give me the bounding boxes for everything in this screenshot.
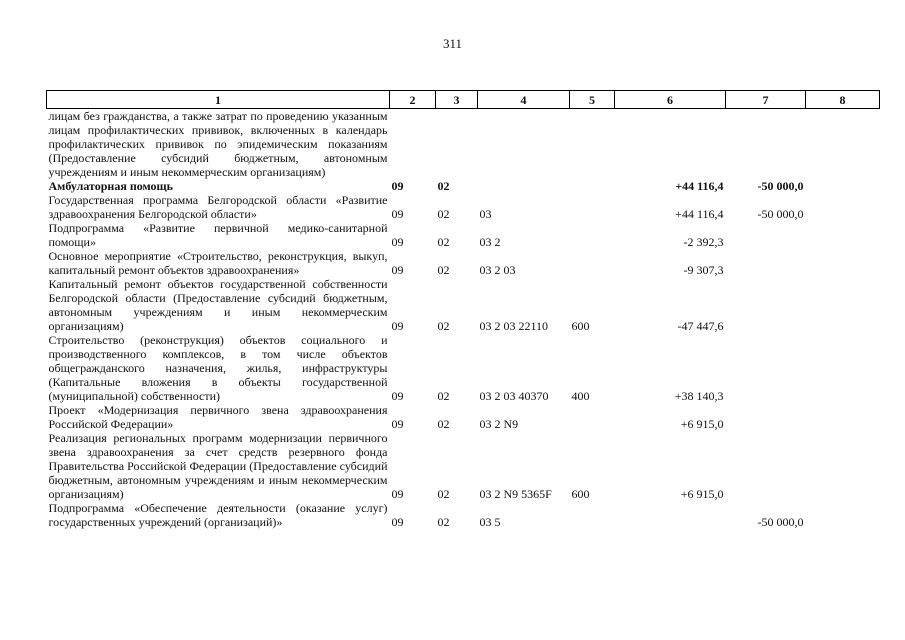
row-subsection: 02 — [437, 417, 450, 431]
row-subsection: 02 — [437, 235, 450, 249]
row-target-article: 03 — [479, 207, 492, 221]
row-amount-col6: -47 447,6 — [677, 319, 724, 333]
row-target-article: 03 2 — [479, 235, 501, 249]
row-subsection: 02 — [437, 179, 450, 193]
header-cell: 4 — [478, 91, 570, 109]
table-row — [47, 431, 880, 501]
row-section — [390, 109, 436, 180]
row-amount-col6: +44 116,4 — [675, 207, 724, 221]
row-description: Капитальный ремонт объектов государственной собственности Белгородской области (Предоставление субсидий бюджетным, автономным учреждениям и иным некоммерческим организациям) — [48, 277, 388, 333]
row-subsection: 02 — [437, 389, 450, 403]
row-expense-type — [570, 109, 615, 180]
row-expense-type — [570, 193, 615, 221]
row-description: Государственная программа Белгородской области «Развитие здравоохранения Белгородской области» — [48, 193, 388, 221]
table-row — [47, 221, 880, 249]
row-amount-col6: +6 915,0 — [680, 487, 724, 501]
row-target-article: 03 2 03 40370 — [479, 389, 549, 403]
table-row — [47, 249, 880, 277]
row-subsection: 02 — [437, 487, 450, 501]
row-description: Подпрограмма «Обеспечение деятельности (оказание услуг) государственных учреждений (организаций)» — [48, 501, 388, 529]
row-amount-col6: +6 915,0 — [680, 417, 724, 431]
row-section: 09 — [391, 487, 404, 501]
row-amount-col7: -50 000,0 — [757, 515, 804, 529]
row-target-article: 03 2 03 22110 — [479, 319, 549, 333]
page-number: 311 — [442, 36, 463, 51]
row-amount-col8 — [806, 403, 880, 431]
row-expense-type — [570, 249, 615, 277]
row-amount-col8 — [806, 501, 880, 529]
header-cell: 7 — [726, 91, 806, 109]
row-amount-col6: -2 392,3 — [683, 235, 724, 249]
table-row — [47, 333, 880, 403]
row-expense-type — [570, 221, 615, 249]
row-amount-col8 — [806, 277, 880, 333]
header-row — [47, 91, 880, 109]
row-section: 09 — [391, 389, 404, 403]
table-row — [47, 109, 880, 180]
row-description: Подпрограмма «Развитие первичной медико-санитарной помощи» — [48, 221, 388, 249]
row-amount-col8 — [806, 249, 880, 277]
row-subsection: 02 — [437, 515, 450, 529]
row-subsection — [436, 109, 478, 180]
header-cell: 2 — [390, 91, 436, 109]
table-row — [47, 277, 880, 333]
row-expense-type: 600 — [571, 319, 590, 333]
row-amount-col6 — [615, 109, 726, 180]
row-expense-type — [570, 179, 615, 193]
row-section: 09 — [391, 515, 404, 529]
row-description: Реализация региональных программ модернизации первичного звена здравоохранения за счет средств резервного фонда Правительства Российской Федерации (Предоставление субсидий бюджетным, автономным учреждениям и иным некоммерческим организациям) — [48, 431, 388, 501]
row-description: Проект «Модернизация первичного звена здравоохранения Российской Федерации» — [48, 403, 388, 431]
header-cell: 1 — [47, 91, 390, 109]
row-description: лицам без гражданства, а также затрат по проведению указанным лицам профилактических прививок, включенных в календарь профилактических прививок по эпидемическим показаниям (Предоставление субсидий бюджетным, автономным учреждениям и иным некоммерческим организациям) — [48, 109, 388, 179]
row-section: 09 — [391, 235, 404, 249]
row-amount-col6: +44 116,4 — [675, 179, 724, 193]
row-amount-col6: +38 140,3 — [674, 389, 724, 403]
table-row — [47, 193, 880, 221]
row-target-article: 03 2 N9 5365F — [479, 487, 552, 501]
row-subsection: 02 — [437, 207, 450, 221]
row-target-article: 03 2 N9 — [479, 417, 519, 431]
row-description: Строительство (реконструкция) объектов социального и производственного комплексов, в том числе объектов общегражданского назначения, жилья, инфраструктуры (Капитальные вложения в объекты государственной (муниципальной) собственности) — [48, 333, 388, 403]
row-target-article: 03 2 03 — [479, 263, 516, 277]
row-amount-col7: -50 000,0 — [757, 207, 804, 221]
row-subsection: 02 — [437, 319, 450, 333]
row-amount-col8 — [806, 179, 880, 193]
row-amount-col7 — [726, 277, 806, 333]
row-description: Амбулаторная помощь — [48, 179, 173, 193]
row-amount-col8 — [806, 431, 880, 501]
row-expense-type — [570, 403, 615, 431]
row-amount-col8 — [806, 333, 880, 403]
table-row — [47, 403, 880, 431]
row-amount-col7: -50 000,0 — [757, 179, 804, 193]
row-amount-col6 — [615, 501, 726, 529]
header-cell: 5 — [570, 91, 615, 109]
row-section: 09 — [391, 179, 404, 193]
header-cell: 8 — [806, 91, 880, 109]
row-section: 09 — [391, 263, 404, 277]
row-amount-col7 — [726, 221, 806, 249]
row-amount-col7 — [726, 109, 806, 180]
header-cell: 6 — [615, 91, 726, 109]
row-amount-col7 — [726, 249, 806, 277]
row-amount-col8 — [806, 193, 880, 221]
row-amount-col7 — [726, 333, 806, 403]
row-amount-col7 — [726, 403, 806, 431]
row-amount-col8 — [806, 109, 880, 180]
header-cell: 3 — [436, 91, 478, 109]
table-row — [47, 179, 880, 193]
row-section: 09 — [391, 207, 404, 221]
row-target-article — [478, 179, 570, 193]
row-expense-type: 400 — [571, 389, 590, 403]
row-section: 09 — [391, 417, 404, 431]
row-subsection: 02 — [437, 263, 450, 277]
row-description: Основное мероприятие «Строительство, реконструкция, выкуп, капитальный ремонт объектов здравоохранения» — [48, 249, 388, 277]
row-target-article: 03 5 — [479, 515, 501, 529]
budget-table — [46, 90, 880, 529]
table-row — [47, 501, 880, 529]
row-expense-type — [570, 501, 615, 529]
row-expense-type: 600 — [571, 487, 590, 501]
row-amount-col7 — [726, 431, 806, 501]
row-amount-col6: -9 307,3 — [683, 263, 724, 277]
row-amount-col8 — [806, 221, 880, 249]
row-section: 09 — [391, 319, 404, 333]
row-target-article — [478, 109, 570, 180]
